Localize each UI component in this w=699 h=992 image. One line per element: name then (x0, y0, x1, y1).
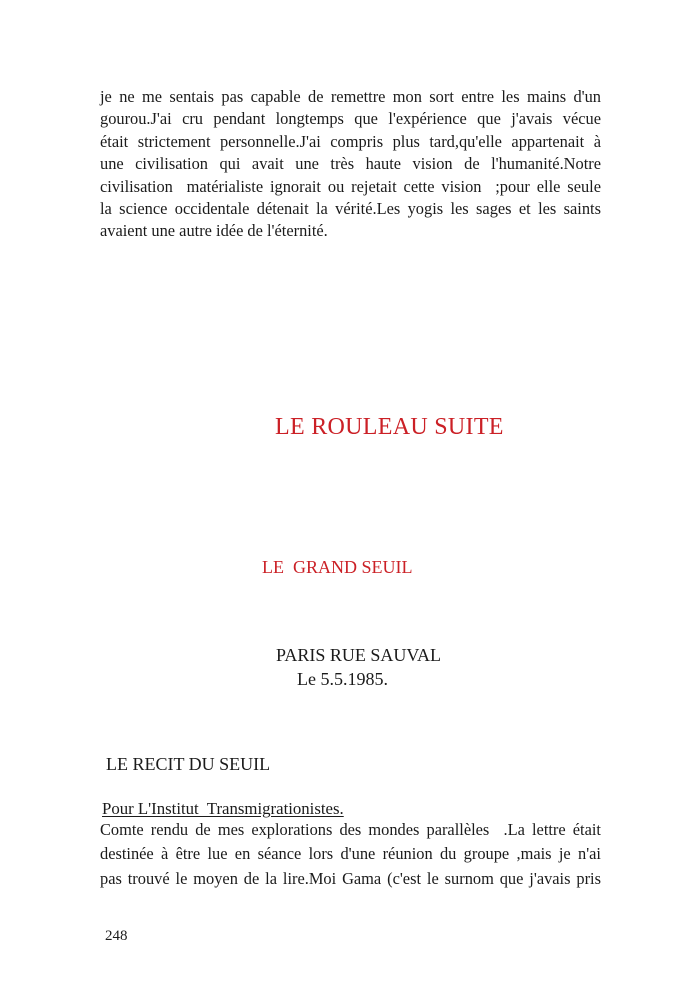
page-number: 248 (105, 928, 128, 944)
text-line: destinée à être lue en séance lors d'une réunion du groupe ,mais je n'ai (100, 844, 601, 864)
text-line: pas trouvé le moyen de la lire.Moi Gama (c'est le surnom que j'avais pris (100, 868, 601, 888)
text-line: Comte rendu de mes explorations des mondes parallèles .La lettre était (100, 820, 601, 839)
dedication-line: Pour L'Institut Transmigrationistes. (102, 799, 344, 818)
text-line: était strictement personnelle.J'ai compris plus tard,qu'elle appartenait à (100, 131, 601, 151)
closing-paragraph (100, 818, 601, 891)
date-line: Le 5.5.1985. (297, 669, 388, 689)
section-heading: LE RECIT DU SEUIL (106, 754, 271, 774)
main-title: LE ROULEAU SUITE (275, 414, 504, 440)
text-line: avaient une autre idée de l'éternité. (100, 221, 328, 241)
text-line: gourou.J'ai cru pendant longtemps que l'expérience que j'avais vécue (100, 109, 601, 129)
place-line: PARIS RUE SAUVAL (276, 645, 442, 665)
text-line: une civilisation qui avait une très haute vision de l'humanité.Notre (100, 154, 601, 174)
intro-paragraph (100, 86, 601, 243)
text-line: civilisation matérialiste ignorait ou rejetait cette vision ;pour elle seule (100, 176, 601, 196)
text-line: je ne me sentais pas capable de remettre mon sort entre les mains d'un (100, 87, 601, 106)
text-line: la science occidentale détenait la vérité.Les yogis les sages et les saints (100, 199, 601, 219)
subtitle: LE GRAND SEUIL (262, 557, 413, 577)
